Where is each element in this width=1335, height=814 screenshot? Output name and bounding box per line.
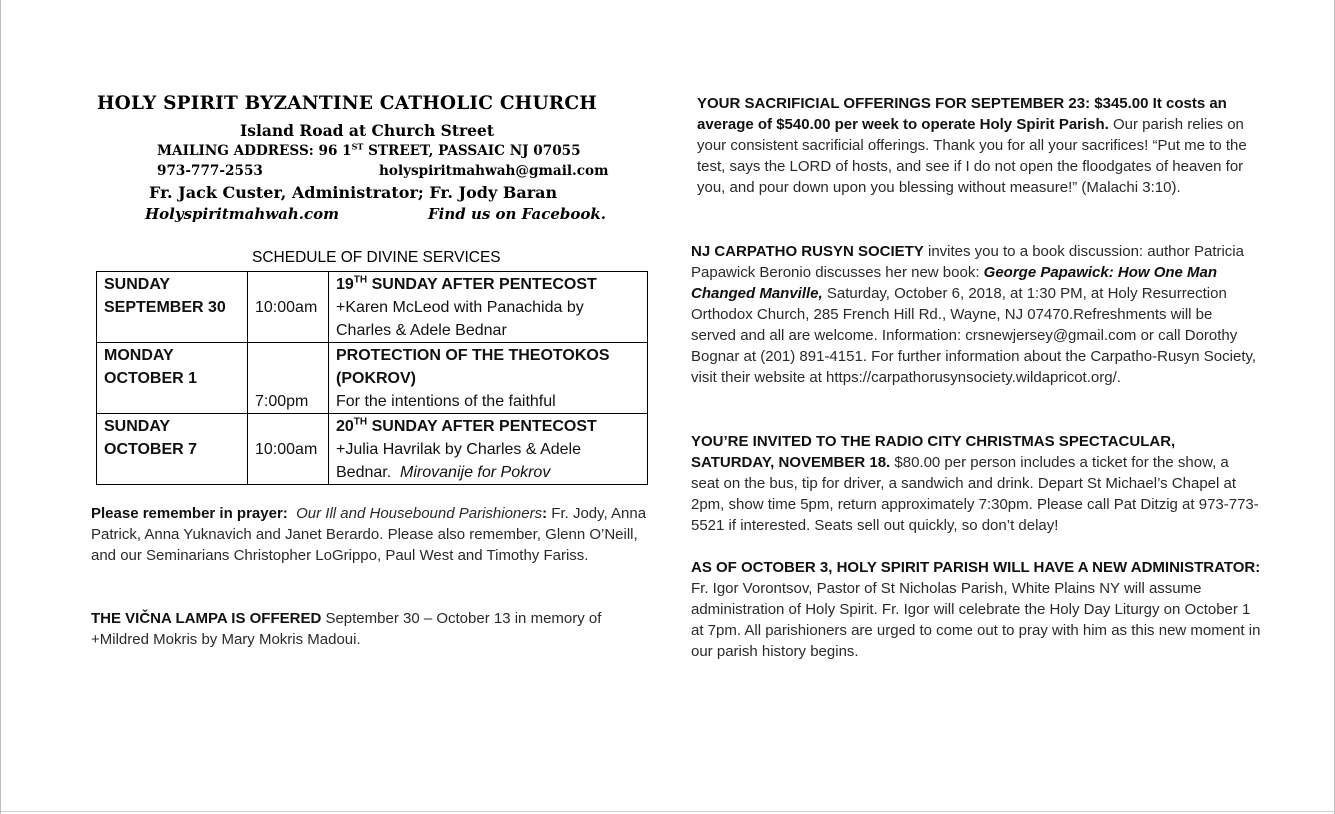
schedule-detail: For the intentions of the faithful: [336, 393, 556, 410]
schedule-desc-cell: [329, 272, 648, 343]
facebook-note: Find us on Facebook.: [428, 205, 607, 223]
schedule-time-cell: [248, 414, 329, 485]
mailing-suffix: STREET, PASSAIC NJ 07055: [363, 143, 581, 159]
service-rest: SUNDAY AFTER PENTECOST: [367, 276, 597, 293]
schedule-title: SCHEDULE OF DIVINE SERVICES: [252, 249, 501, 266]
schedule-day-cell: [97, 272, 248, 343]
clergy-line: Fr. Jack Custer, Administrator; Fr. Jody Baran: [149, 183, 558, 202]
offerings-text: Our parish relies on your consistent sacrificial offerings. Thank you for all your sacrifices! “Put me to the test, says the LORD of hosts, and see if I do not open the floodgates of heaven for you, and pour down upon you blessing without measure!” (Malachi 3:10).: [697, 116, 1247, 196]
administrator-lead: AS OF OCTOBER 3, HOLY SPIRIT PARISH WILL HAVE A NEW ADMINISTRATOR:: [691, 559, 1261, 576]
service-num: 20: [336, 418, 354, 435]
church-name: HOLY SPIRIT BYZANTINE CATHOLIC CHURCH: [97, 93, 597, 114]
schedule-time: 10:00am: [255, 299, 318, 316]
service-sup: TH: [353, 274, 368, 286]
schedule-service-title: PROTECTION OF THE THEOTOKOS (POKROV): [336, 347, 610, 387]
lampa-lead: THE VIČNA LAMPA IS OFFERED: [91, 610, 322, 627]
schedule-detail: [336, 438, 641, 484]
administrator-paragraph: [691, 557, 1261, 662]
offerings-lead: YOUR SACRIFICIAL OFFERINGS FOR SEPTEMBER 23: $345.00 It costs an average of $540.00 per week to operate Holy Spirit Parish.: [697, 95, 1227, 133]
page-bottom-divider: [1, 811, 1335, 812]
schedule-detail: +Karen McLeod with Panachida by Charles & Adele Bednar: [336, 299, 584, 339]
mailing-prefix: MAILING ADDRESS: 96 1: [157, 143, 352, 159]
lampa-text: September 30 – October 13 in memory of +Mildred Mokris by Mary Mokris Madoui.: [91, 610, 602, 648]
rusyn-lead: NJ CARPATHO RUSYN SOCIETY: [691, 243, 924, 260]
mailing-address: [157, 143, 581, 159]
church-website: Holyspiritmahwah.com: [145, 205, 340, 223]
schedule-table: [96, 271, 648, 485]
church-email: holyspiritmahwah@gmail.com: [379, 163, 609, 179]
schedule-day-cell: [97, 414, 248, 485]
lampa-paragraph: [91, 608, 651, 650]
schedule-time-cell: [248, 272, 329, 343]
schedule-day-cell: [97, 343, 248, 414]
rusyn-paragraph: [691, 241, 1261, 388]
schedule-day: SUNDAY: [104, 276, 171, 293]
radio-city-paragraph: [691, 431, 1261, 536]
schedule-time: 10:00am: [255, 441, 318, 458]
schedule-service-title: [336, 415, 641, 438]
schedule-date: OCTOBER 1: [104, 370, 198, 387]
service-num: 19: [336, 276, 354, 293]
schedule-detail-italic: Mirovanije for Pokrov: [400, 464, 551, 481]
prayer-text: Fr. Jody, Anna Patrick, Anna Yuknavich and Janet Berardo. Please also remember, Glenn O’Neill, and our Seminarians Christopher LoGrippo, Paul West and Timothy Fariss.: [91, 505, 647, 564]
prayer-lead: Please remember in prayer:: [91, 505, 288, 522]
radio-city-text: $80.00 per person includes a ticket for the show, a seat on the bus, tip for driver, a sandwich and drink. Depart St Michael’s Chapel at 2pm, show time 5pm, return approximately 7:30pm. Please call Pat Ditzig at 973-773-5521 if interested. Seats sell out quickly, so don’t delay!: [691, 454, 1259, 534]
rusyn-text-2: Saturday, October 6, 2018, at 1:30 PM, at Holy Resurrection Orthodox Church, 285 French Hill Rd., Wayne, NJ 07470.Refreshments will be served and all are welcome. Information: crsnewjersey@gmail.com or call Dorothy Bognar at (201) 891-4151. For further information about the Carpatho-Rusyn Society, visit their website at https://carpathorusynsociety.wildapricot.org/.: [691, 285, 1257, 386]
schedule-service-title: [336, 273, 641, 296]
mailing-sup: ST: [351, 141, 364, 152]
church-address: Island Road at Church Street: [240, 121, 495, 140]
prayer-colon: :: [542, 505, 548, 522]
schedule-date: OCTOBER 7: [104, 441, 198, 458]
schedule-row: [97, 343, 648, 414]
offerings-paragraph: [697, 93, 1257, 198]
schedule-time-cell: [248, 343, 329, 414]
schedule-detail-text: +Julia Havrilak by Charles & Adele Bednar.: [336, 441, 582, 481]
schedule-row: [97, 272, 648, 343]
service-rest: SUNDAY AFTER PENTECOST: [367, 418, 597, 435]
schedule-day: SUNDAY: [104, 418, 171, 435]
rusyn-text-1: invites you to a book discussion: author Patricia Papawick Beronio discusses her new book:: [691, 243, 1244, 281]
rusyn-book-title: George Papawick: How One Man Changed Manville,: [691, 264, 1218, 302]
schedule-date: SEPTEMBER 30: [104, 299, 226, 316]
schedule-row: [97, 414, 648, 485]
administrator-text: Fr. Igor Vorontsov, Pastor of St Nicholas Parish, White Plains NY will assume administration of Holy Spirit. Fr. Igor will celebrate the Holy Day Liturgy on October 1 at 7pm. All parishioners are urged to come out to pray with him as this new moment in our parish history begins.: [691, 580, 1261, 660]
radio-city-lead: YOU’RE INVITED TO THE RADIO CITY CHRISTMAS SPECTACULAR, SATURDAY, NOVEMBER 18.: [691, 433, 1176, 471]
schedule-desc-cell: [329, 343, 648, 414]
schedule-day: MONDAY: [104, 347, 174, 364]
prayer-group: Our Ill and Housebound Parishioners: [296, 505, 543, 522]
service-sup: TH: [353, 416, 368, 428]
schedule-time: 7:00pm: [255, 393, 309, 410]
prayer-paragraph: [91, 503, 651, 566]
church-phone: 973-777-2553: [157, 163, 263, 179]
schedule-desc-cell: [329, 414, 648, 485]
